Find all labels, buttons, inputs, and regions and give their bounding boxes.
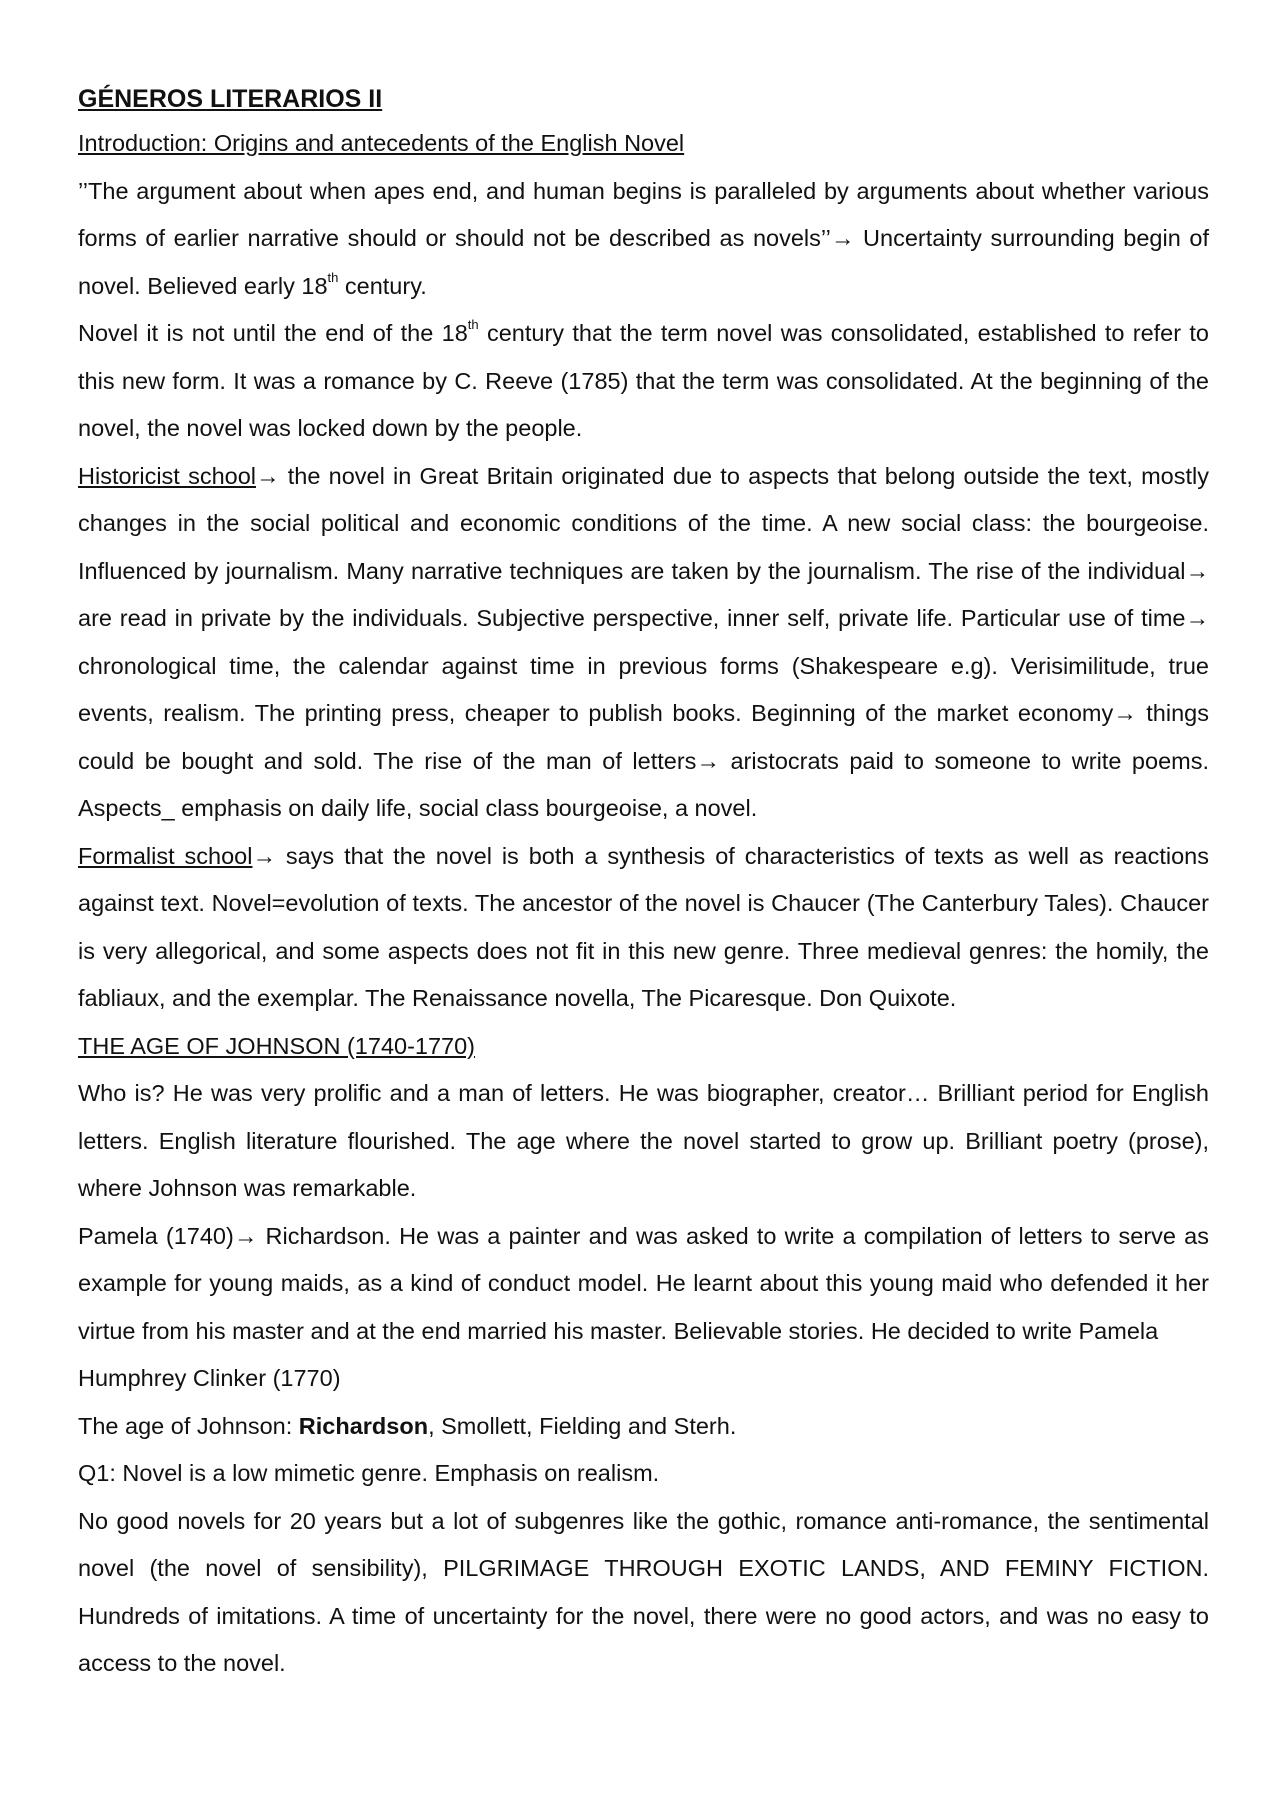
superscript: th (327, 269, 339, 285)
arrow-icon: → (1185, 557, 1209, 584)
age-of-johnson-heading: THE AGE OF JOHNSON (1740-1770) (78, 1032, 476, 1059)
superscript: th (467, 317, 479, 332)
page-title: GÉNEROS LITERARIOS II (78, 85, 383, 113)
paragraph-q1: Q1: Novel is a low mimetic genre. Emphasis on realism. (78, 1460, 660, 1486)
paragraph-age-authors (78, 1403, 1209, 1451)
arrow-icon: → (252, 842, 276, 869)
paragraph-apes-argument (78, 168, 1209, 311)
text: chronological time, the calendar against time in previous forms (Shakespeare e.g). Verisimilitude, true events, realism. The printing press, cheaper to publish books. Beginning of the market economy (78, 652, 1209, 726)
paragraph-subgenres: No good novels for 20 years but a lot of subgenres like the gothic, romance anti-romance, the sentimental novel (the novel of sensibility), PILGRIMAGE THROUGH EXOTIC LANDS, AND FEMINY FICTION. Hundreds of imitations. A time of uncertainty for the novel, there were no good actors, and was no easy to access to the novel. (78, 1507, 1209, 1676)
arrow-icon: → (1185, 605, 1209, 631)
paragraph-johnson: Who is? He was very prolific and a man of letters. He was biographer, creator… Brilliant period for English letters. English literature flourished. The age where the novel started to grow up. Brilliant poetry (prose), where Johnson was remarkable. (78, 1080, 1209, 1201)
historicist-school-label: Historicist school (78, 462, 256, 489)
text: Uncertainty surrounding begin of novel. Believed early 18 (78, 225, 1209, 299)
text: The age of Johnson: (78, 1412, 299, 1439)
bold-author: Richardson (298, 1412, 429, 1439)
text: the novel in Great Britain originated due to aspects that belong outside the text, mostly changes in the social political and economic conditions of the time. A new social class: the bourgeoise. Influenced by journalism. Many narrative techniques are taken by the journalism. The rise of the individual (78, 462, 1209, 584)
arrow-icon: → (696, 747, 720, 774)
arrow-icon: → (1113, 700, 1137, 726)
text: says that the novel is both a synthesis of characteristics of texts as well as reactions against text. Novel=evolution of texts. The ancestor of the novel is Chaucer (The Canterbury Tales). Chaucer is very allegorical, and some aspects does not fit in this new genre. Three medieval genres: the homily, the fabliaux, and the exemplar. The Renaissance novella, The Picaresque. Don Quixote. (78, 842, 1209, 1011)
arrow-icon: → (233, 1222, 258, 1249)
text: century. (338, 272, 427, 299)
text: Pamela (1740) (78, 1222, 234, 1249)
text: things could be bought and sold. The rise of the man of letters (78, 700, 1209, 774)
intro-heading: Introduction: Origins and antecedents of the English Novel (78, 130, 685, 156)
paragraph-humphrey-clinker: Humphrey Clinker (1770) (78, 1365, 341, 1391)
document-body (78, 78, 1209, 1688)
formalist-school-label: Formalist school (78, 842, 253, 869)
paragraph-novel-term (78, 310, 1209, 453)
paragraph-formalist-school (78, 833, 1209, 1023)
arrow-icon: → (830, 225, 855, 251)
text: century that the term novel was consolidated, established to refer to this new form. It was a romance by C. Reeve (1785) that the term was consolidated. At the beginning of the novel, the novel was locked down by the people. (78, 320, 1210, 441)
text: aristocrats paid to someone to write poems. Aspects_ emphasis on daily life, social class bourgeoise, a novel. (78, 747, 1209, 821)
text: Richardson. He was a painter and was asked to write a compilation of letters to serve as example for young maids, as a kind of conduct model. He learnt about this young maid who defended it her virtue from his master and at the end married his master. Believable stories. He decided to write Pamela (78, 1222, 1210, 1344)
paragraph-pamela (78, 1213, 1209, 1356)
text: , Smollett, Fielding and Sterh. (428, 1412, 737, 1439)
paragraph-historicist-school (78, 453, 1209, 833)
text: Novel it is not until the end of the 18 (78, 320, 468, 346)
arrow-icon: → (256, 462, 280, 489)
text: are read in private by the individuals. Subjective perspective, inner self, private life. Particular use of time (78, 605, 1186, 631)
text: ’’The argument about when apes end, and human begins is paralleled by arguments about whether various forms of earlier narrative should or should not be described as novels’’ (78, 177, 1209, 251)
